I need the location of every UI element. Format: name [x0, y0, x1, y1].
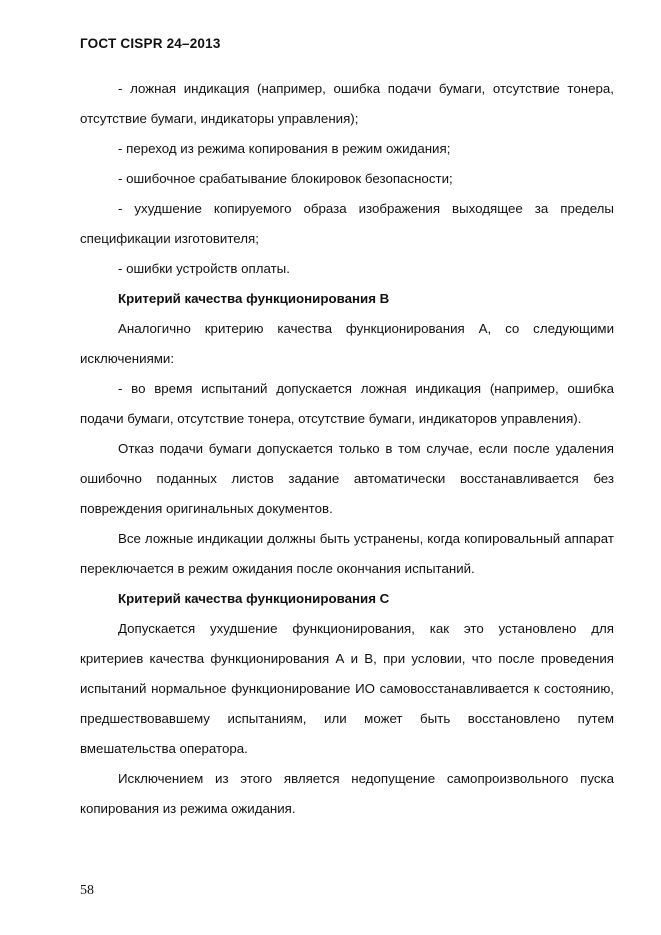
paragraph-criterion-b-false-indication: - во время испытаний допускается ложная индикация (например, ошибка подачи бумаги, отсутствие тонера, отсутствие бумаги, индикаторов управления).	[80, 381, 614, 426]
paragraph-criterion-c-exception: Исключением из этого является недопущение самопроизвольного пуска копирования из режима ожидания.	[80, 771, 614, 816]
paragraph-criterion-b-intro: Аналогично критерию качества функционирования А, со следующими исключениями:	[80, 321, 614, 366]
document-header: ГОСТ CISPR 24–2013	[80, 36, 221, 51]
paragraph-payment-errors: - ошибки устройств оплаты.	[118, 261, 290, 276]
document-body	[80, 74, 614, 824]
page-number: 58	[80, 883, 94, 898]
paragraph-safety-interlocks: - ошибочное срабатывание блокировок безопасности;	[118, 171, 453, 186]
paragraph-paper-feed-failure: Отказ подачи бумаги допускается только в том случае, если после удаления ошибочно поданных листов задание автоматически восстанавливается без повреждения оригинальных документов.	[80, 441, 614, 516]
paragraph-criterion-c-intro: Допускается ухудшение функционирования, как это установлено для критериев качества функционирования А и В, при условии, что после проведения испытаний нормальное функционирование ИО самовосстанавливается к состоянию, предшествовавшему испытаниям, или может быть восстановлено путем вмешательства оператора.	[80, 621, 614, 756]
paragraph-indications-cleared: Все ложные индикации должны быть устранены, когда копировальный аппарат переключается в режим ожидания после окончания испытаний.	[80, 531, 614, 576]
heading-criterion-c: Критерий качества функционирования С	[118, 591, 390, 606]
heading-criterion-b: Критерий качества функционирования В	[118, 291, 390, 306]
paragraph-standby-transition: - переход из режима копирования в режим ожидания;	[118, 141, 451, 156]
paragraph-image-degradation: - ухудшение копируемого образа изображения выходящее за пределы спецификации изготовителя;	[80, 201, 614, 246]
paragraph-false-indication: - ложная индикация (например, ошибка подачи бумаги, отсутствие тонера, отсутствие бумаги, индикаторы управления);	[80, 81, 614, 126]
